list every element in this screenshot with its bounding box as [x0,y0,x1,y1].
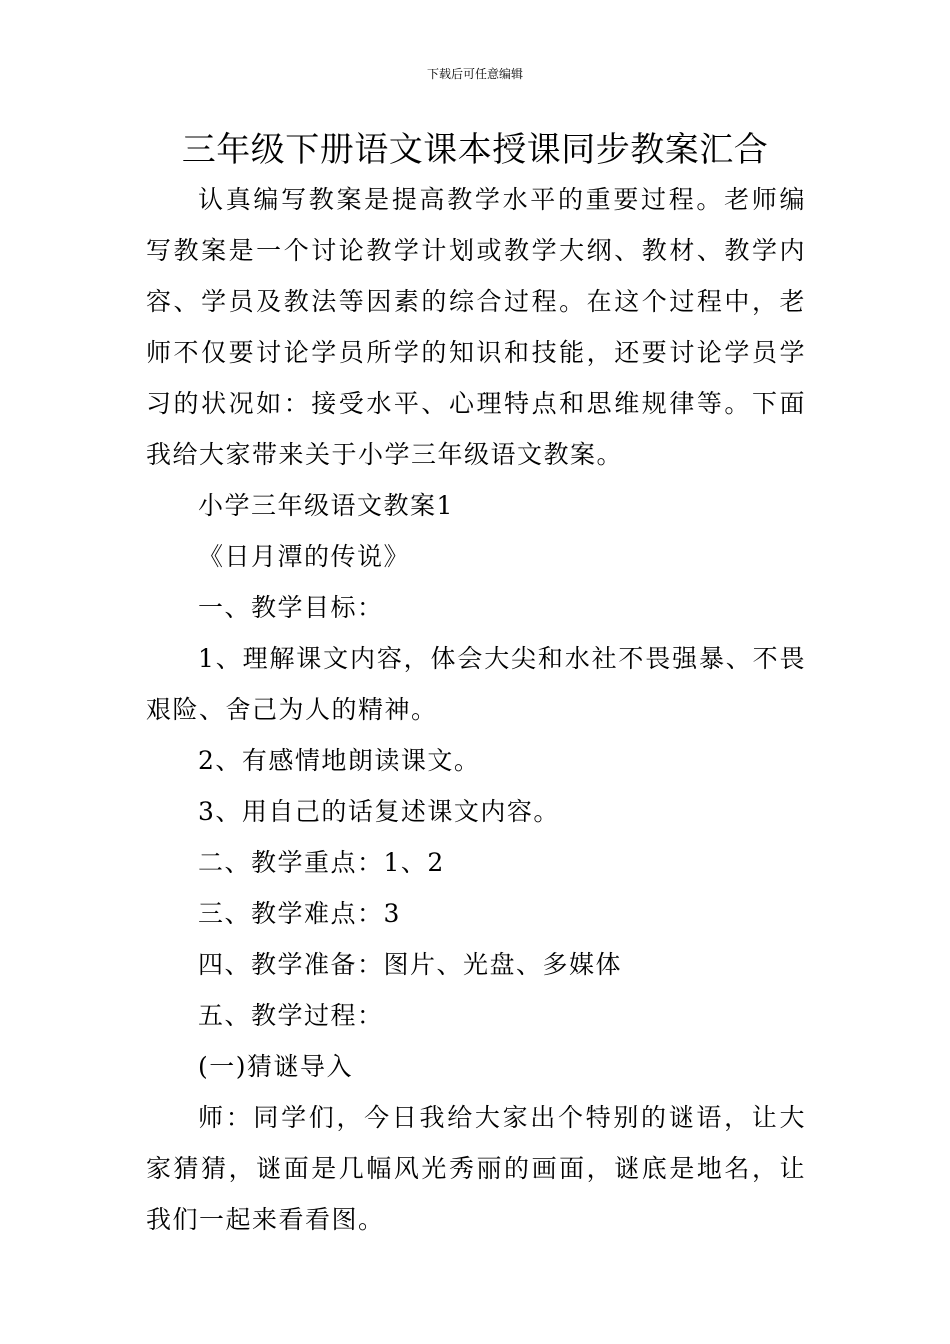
section-key-points: 二、教学重点：1、2 [198,848,445,877]
lesson-heading: 小学三年级语文教案1 [198,491,454,520]
document-body [146,174,806,1245]
document-title: 三年级下册语文课本授课同步教案汇合 [181,130,769,170]
section-difficulties: 三、教学难点：3 [198,899,401,928]
section-process-heading: 五、教学过程： [198,1001,384,1030]
lesson-subtitle: 《日月潭的传说》 [198,542,411,571]
objective-item-1: 1、理解课文内容，体会大尖和水社不畏强暴、不畏艰险、舍己为人的精神。 [146,644,806,724]
teacher-dialogue-paragraph: 师：同学们，今日我给大家出个特别的谜语，让大家猜猜，谜面是几幅风光秀丽的画面，谜底是地名，让我们一起来看看图。 [146,1103,806,1234]
page-header-note: 下载后可任意编辑 [426,67,523,81]
intro-paragraph: 认真编写教案是提高教学水平的重要过程。老师编写教案是一个讨论教学计划或教学大纲、教材、教学内容、学员及教法等因素的综合过程。在这个过程中，老师不仅要讨论学员所学的知识和技能，还要讨论学员学习的状况如：接受水平、心理特点和思维规律等。下面我给大家带来关于小学三年级语文教案。 [146,185,806,469]
objective-item-3: 3、用自己的话复述课文内容。 [198,797,560,826]
section-objectives-heading: 一、教学目标： [198,593,384,622]
process-step-heading: (一)猜谜导入 [198,1052,354,1081]
objective-item-2: 2、有感情地朗读课文。 [198,746,481,775]
section-preparation: 四、教学准备：图片、光盘、多媒体 [198,950,623,979]
